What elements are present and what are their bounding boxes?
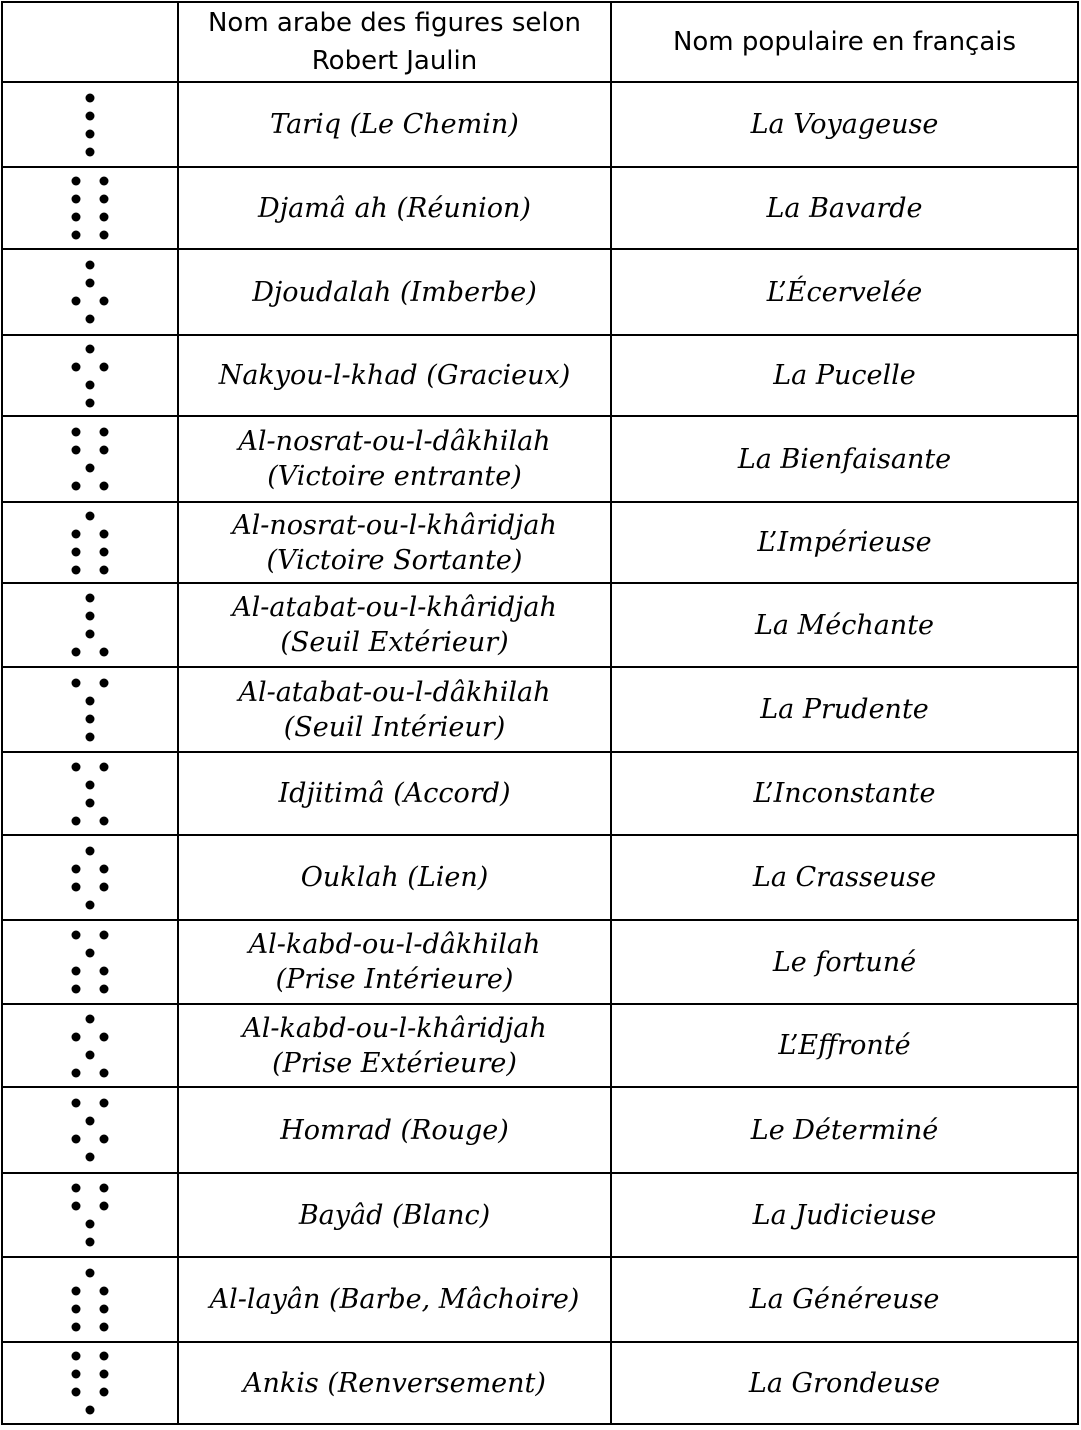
table-row	[2, 1257, 1078, 1342]
arabic-name-line1: Al-layân (Barbe, Mâchoire)	[209, 1284, 580, 1315]
figure-dot	[72, 1184, 81, 1193]
arabic-name-line1: Al-atabat-ou-l-khâridjah	[232, 592, 557, 623]
figure-dot	[86, 147, 95, 156]
figure-cell	[2, 1004, 178, 1087]
french-name-cell: Le Déterminé	[611, 1087, 1078, 1173]
figure-dot	[86, 846, 95, 855]
table-body	[2, 82, 1078, 1424]
figure-dot	[86, 464, 95, 473]
figure-dot	[100, 1370, 109, 1379]
figure-dot	[100, 864, 109, 873]
figure-dot	[72, 428, 81, 437]
figure-cell	[2, 920, 178, 1004]
figure-dot	[86, 900, 95, 909]
arabic-name-line1: Bayâd (Blanc)	[298, 1199, 491, 1231]
french-name-cell: La Généreuse	[611, 1257, 1078, 1342]
figure-dot	[72, 213, 81, 222]
arabic-name-line2: (Prise Intérieure)	[275, 964, 514, 995]
geomantic-figure-icon	[65, 343, 115, 409]
figure-dot	[86, 696, 95, 705]
french-name-cell: L’Écervelée	[611, 249, 1078, 335]
figure-dot	[100, 1202, 109, 1211]
french-name-cell: La Prudente	[611, 667, 1078, 752]
french-name-cell: La Crasseuse	[611, 835, 1078, 920]
figure-dot	[72, 1099, 81, 1108]
arabic-name-line1: Tariq (Le Chemin)	[270, 109, 519, 140]
figure-dot	[72, 547, 81, 556]
arabic-name-cell	[178, 1173, 611, 1257]
figure-dot	[86, 261, 95, 270]
arabic-name-cell	[178, 1087, 611, 1173]
figure-dot	[86, 1406, 95, 1415]
figure-dot	[86, 315, 95, 324]
arabic-name-line2: (Seuil Extérieur)	[280, 627, 509, 658]
figure-dot	[86, 1050, 95, 1059]
figure-dot	[86, 949, 95, 958]
french-name-cell: La Voyageuse	[611, 82, 1078, 167]
figure-dot	[86, 1014, 95, 1023]
figure-cell	[2, 502, 178, 583]
figure-dot	[86, 398, 95, 407]
arabic-name-cell	[178, 1342, 611, 1424]
geomantic-figure-icon	[65, 1097, 115, 1163]
arabic-name-line1: Al-kabd-ou-l-dâkhilah	[248, 929, 541, 960]
figure-dot	[72, 985, 81, 994]
figure-dot	[72, 529, 81, 538]
figure-dot	[72, 816, 81, 825]
arabic-name-cell	[178, 1257, 611, 1342]
figure-dot	[86, 630, 95, 639]
figure-dot	[100, 882, 109, 891]
arabic-name-cell	[178, 416, 611, 502]
header-row	[2, 2, 1078, 82]
figure-dot	[100, 428, 109, 437]
figure-dot	[100, 177, 109, 186]
table-row	[2, 583, 1078, 667]
geomantic-figure-icon	[65, 259, 115, 325]
figure-dot	[86, 93, 95, 102]
french-name-cell: L’Effronté	[611, 1004, 1078, 1087]
arabic-name-line1: Al-kabd-ou-l-khâridjah	[242, 1012, 547, 1044]
table-row	[2, 1087, 1078, 1173]
figure-dot	[86, 594, 95, 603]
table-row	[2, 416, 1078, 502]
figure-dot	[72, 1352, 81, 1361]
geomancy-table	[1, 1, 1079, 1425]
table-row	[2, 167, 1078, 249]
figure-dot	[100, 967, 109, 976]
header-figure-cell	[2, 2, 178, 82]
arabic-name-line2: (Prise Extérieure)	[272, 1047, 517, 1079]
arabic-name-cell	[178, 835, 611, 920]
figure-dot	[100, 1388, 109, 1397]
figure-dot	[100, 1322, 109, 1331]
figure-dot	[72, 195, 81, 204]
figure-dot	[72, 1286, 81, 1295]
arabic-name-cell	[178, 249, 611, 335]
figure-dot	[86, 732, 95, 741]
header-arabic-name	[178, 2, 611, 82]
geomantic-figure-icon	[65, 510, 115, 576]
figure-cell	[2, 249, 178, 335]
figure-dot	[72, 362, 81, 371]
table-row	[2, 752, 1078, 835]
arabic-name-cell	[178, 167, 611, 249]
figure-dot	[100, 762, 109, 771]
figure-dot	[100, 1184, 109, 1193]
figure-dot	[72, 177, 81, 186]
arabic-name-cell	[178, 335, 611, 416]
arabic-name-cell	[178, 752, 611, 835]
figure-dot	[100, 195, 109, 204]
table-row	[2, 1173, 1078, 1257]
figure-cell	[2, 752, 178, 835]
figure-dot	[72, 1135, 81, 1144]
figure-cell	[2, 1257, 178, 1342]
figure-dot	[86, 780, 95, 789]
arabic-name-line1: Al-nosrat-ou-l-dâkhilah	[238, 426, 551, 457]
figure-dot	[100, 1352, 109, 1361]
figure-dot	[86, 612, 95, 621]
figure-dot	[100, 446, 109, 455]
geomantic-figure-icon	[65, 1350, 115, 1416]
figure-dot	[72, 1068, 81, 1077]
figure-cell	[2, 1173, 178, 1257]
geomantic-figure-icon	[65, 175, 115, 241]
figure-cell	[2, 1087, 178, 1173]
figure-dot	[72, 1304, 81, 1313]
arabic-name-line1: Idjitimâ (Accord)	[278, 778, 511, 809]
figure-dot	[86, 279, 95, 288]
arabic-name-cell	[178, 82, 611, 167]
figure-dot	[72, 482, 81, 491]
figure-dot	[100, 931, 109, 940]
french-name-cell: La Bavarde	[611, 167, 1078, 249]
arabic-name-line2: (Victoire Sortante)	[266, 544, 523, 576]
geomantic-figure-icon	[65, 1182, 115, 1248]
geomantic-figure-icon	[65, 426, 115, 492]
figure-dot	[100, 816, 109, 825]
figure-dot	[100, 529, 109, 538]
figure-dot	[72, 565, 81, 574]
figure-dot	[86, 798, 95, 807]
figure-dot	[86, 1238, 95, 1247]
table-row	[2, 920, 1078, 1004]
figure-dot	[72, 1322, 81, 1331]
figure-dot	[72, 931, 81, 940]
figure-dot	[100, 1304, 109, 1313]
arabic-name-line1: Nakyou-l-khad (Gracieux)	[218, 360, 571, 391]
figure-dot	[72, 1032, 81, 1041]
figure-dot	[100, 1099, 109, 1108]
figure-dot	[72, 967, 81, 976]
header-arabic-line1: Nom arabe des figures selon	[207, 8, 581, 38]
arabic-name-cell	[178, 667, 611, 752]
geomantic-figure-icon	[65, 845, 115, 911]
figure-dot	[72, 446, 81, 455]
french-name-cell: L’Impérieuse	[611, 502, 1078, 583]
geomantic-figure-icon	[65, 1267, 115, 1333]
arabic-name-line1: Djamâ ah (Réunion)	[258, 192, 531, 224]
figure-cell	[2, 82, 178, 167]
figure-cell	[2, 416, 178, 502]
figure-cell	[2, 667, 178, 752]
figure-dot	[86, 1153, 95, 1162]
french-name-cell: Le fortuné	[611, 920, 1078, 1004]
geomantic-figure-icon	[65, 592, 115, 658]
figure-dot	[72, 864, 81, 873]
figure-dot	[72, 1388, 81, 1397]
figure-dot	[86, 344, 95, 353]
figure-dot	[72, 648, 81, 657]
figure-dot	[100, 1286, 109, 1295]
french-name-cell: La Bienfaisante	[611, 416, 1078, 502]
geomantic-figure-icon	[65, 677, 115, 743]
figure-dot	[100, 362, 109, 371]
figure-dot	[86, 1268, 95, 1277]
figure-cell	[2, 335, 178, 416]
figure-dot	[72, 678, 81, 687]
geomantic-figure-icon	[65, 1013, 115, 1079]
french-name-cell: La Judicieuse	[611, 1173, 1078, 1257]
arabic-name-line2: (Victoire entrante)	[267, 461, 522, 492]
table-row	[2, 82, 1078, 167]
table-row	[2, 1004, 1078, 1087]
figure-dot	[72, 1202, 81, 1211]
geomantic-figure-icon	[65, 761, 115, 827]
geomantic-figure-icon	[65, 929, 115, 995]
figure-dot	[100, 297, 109, 306]
figure-dot	[100, 678, 109, 687]
figure-dot	[100, 985, 109, 994]
figure-dot	[100, 547, 109, 556]
header-arabic-line2: Robert Jaulin	[311, 46, 478, 76]
table-row	[2, 502, 1078, 583]
figure-dot	[86, 129, 95, 138]
arabic-name-cell	[178, 920, 611, 1004]
figure-dot	[72, 1370, 81, 1379]
figure-dot	[100, 213, 109, 222]
french-name-cell: La Pucelle	[611, 335, 1078, 416]
arabic-name-line1: Al-nosrat-ou-l-khâridjah	[232, 509, 557, 541]
table-row	[2, 249, 1078, 335]
french-name-cell: La Grondeuse	[611, 1342, 1078, 1424]
figure-dot	[86, 1117, 95, 1126]
figure-cell	[2, 167, 178, 249]
figure-dot	[100, 565, 109, 574]
figure-cell	[2, 1342, 178, 1424]
french-name-cell: L’Inconstante	[611, 752, 1078, 835]
arabic-name-line1: Djoudalah (Imberbe)	[252, 276, 537, 308]
table-row	[2, 335, 1078, 416]
figure-dot	[86, 380, 95, 389]
table-row	[2, 1342, 1078, 1424]
figure-dot	[100, 1032, 109, 1041]
figure-dot	[86, 714, 95, 723]
arabic-name-cell	[178, 502, 611, 583]
figure-cell	[2, 835, 178, 920]
figure-dot	[72, 762, 81, 771]
figure-dot	[72, 882, 81, 891]
arabic-name-line1: Al-atabat-ou-l-dâkhilah	[238, 676, 551, 708]
figure-dot	[72, 297, 81, 306]
header-french-name: Nom populaire en français	[611, 2, 1078, 82]
figure-dot	[100, 482, 109, 491]
arabic-name-line1: Ankis (Renversement)	[243, 1367, 546, 1399]
figure-dot	[86, 1220, 95, 1229]
figure-dot	[100, 1068, 109, 1077]
figure-dot	[100, 231, 109, 240]
figure-dot	[86, 511, 95, 520]
arabic-name-line1: Ouklah (Lien)	[300, 862, 489, 893]
arabic-name-line2: (Seuil Intérieur)	[283, 711, 506, 743]
figure-dot	[100, 1135, 109, 1144]
figure-cell	[2, 583, 178, 667]
arabic-name-cell	[178, 1004, 611, 1087]
figure-dot	[86, 111, 95, 120]
table-row	[2, 835, 1078, 920]
figure-dot	[72, 231, 81, 240]
arabic-name-line1: Homrad (Rouge)	[280, 1114, 509, 1146]
french-name-cell: La Méchante	[611, 583, 1078, 667]
table-row	[2, 667, 1078, 752]
figure-dot	[100, 648, 109, 657]
arabic-name-cell	[178, 583, 611, 667]
geomantic-figure-icon	[65, 92, 115, 158]
